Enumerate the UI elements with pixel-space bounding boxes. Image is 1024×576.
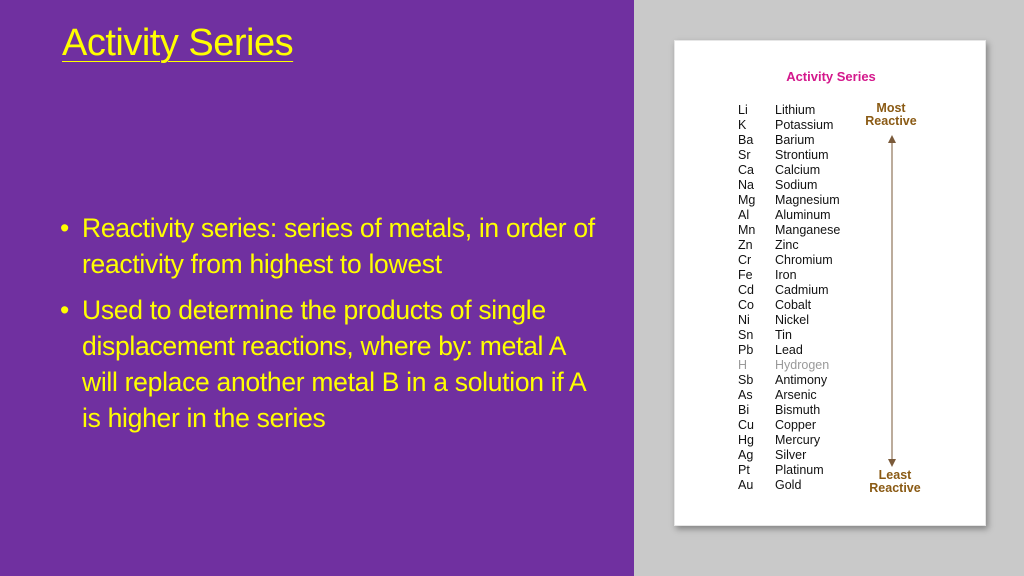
element-row bbox=[738, 118, 840, 133]
bullet-item bbox=[60, 292, 600, 436]
element-name: Sodium bbox=[775, 178, 818, 192]
element-name: Nickel bbox=[775, 313, 810, 327]
element-symbol: Sr bbox=[738, 148, 751, 162]
element-symbol: Li bbox=[738, 103, 748, 117]
element-row bbox=[738, 148, 840, 163]
element-row bbox=[738, 298, 840, 313]
element-name: Lead bbox=[775, 343, 803, 357]
element-row bbox=[738, 328, 840, 343]
element-name: Cobalt bbox=[775, 298, 812, 312]
element-row bbox=[738, 448, 840, 463]
element-symbol: Cu bbox=[738, 418, 754, 432]
element-name: Potassium bbox=[775, 118, 834, 132]
element-symbol: Au bbox=[738, 478, 754, 492]
element-symbol: Ag bbox=[738, 448, 754, 462]
bullet-dot: • bbox=[60, 295, 69, 325]
element-symbol: K bbox=[738, 118, 747, 132]
element-symbol: Zn bbox=[738, 238, 753, 252]
element-name: Lithium bbox=[775, 103, 816, 117]
bullet-text: Reactivity series: series of metals, in order of reactivity from highest to lowest bbox=[82, 213, 595, 279]
element-name: Manganese bbox=[775, 223, 841, 237]
element-row bbox=[738, 373, 840, 388]
element-name: Barium bbox=[775, 133, 815, 147]
element-row bbox=[738, 133, 840, 148]
element-symbol: Mg bbox=[738, 193, 756, 207]
element-row bbox=[738, 388, 840, 403]
element-name: Hydrogen bbox=[775, 358, 830, 372]
element-symbol: Mn bbox=[738, 223, 756, 237]
element-symbol: Cr bbox=[738, 253, 752, 267]
element-symbol: Bi bbox=[738, 403, 750, 417]
element-symbol: Pb bbox=[738, 343, 754, 357]
slide-title: Activity Series bbox=[62, 22, 294, 64]
element-row bbox=[738, 358, 840, 373]
element-symbol: As bbox=[738, 388, 753, 402]
element-name: Cadmium bbox=[775, 283, 829, 297]
element-symbol: Hg bbox=[738, 433, 754, 447]
bullet-text: Used to determine the products of single displacement reactions, where by: metal A will replace another metal B in a solution if A is higher in the series bbox=[82, 295, 585, 433]
element-name: Silver bbox=[775, 448, 807, 462]
element-name: Magnesium bbox=[775, 193, 840, 207]
element-name: Bismuth bbox=[775, 403, 821, 417]
bullet-dot: • bbox=[60, 213, 69, 243]
element-symbol: Al bbox=[738, 208, 750, 222]
element-name: Mercury bbox=[775, 433, 821, 447]
reactivity-arrow-icon bbox=[885, 135, 899, 467]
element-name: Aluminum bbox=[775, 208, 831, 222]
element-row bbox=[738, 178, 840, 193]
element-symbol: Fe bbox=[738, 268, 753, 282]
element-symbol: Ba bbox=[738, 133, 754, 147]
element-name: Gold bbox=[775, 478, 802, 492]
element-name: Arsenic bbox=[775, 388, 817, 402]
element-row bbox=[738, 463, 840, 478]
least-reactive-label bbox=[855, 469, 935, 495]
bullet-item bbox=[60, 210, 600, 282]
bullet-list bbox=[60, 210, 600, 446]
element-symbol: Cd bbox=[738, 283, 754, 297]
element-list bbox=[738, 103, 840, 493]
element-symbol: H bbox=[738, 358, 748, 372]
element-symbol: Na bbox=[738, 178, 754, 192]
element-name: Iron bbox=[775, 268, 797, 282]
most-reactive-label bbox=[851, 102, 931, 128]
element-row bbox=[738, 253, 840, 268]
element-name: Zinc bbox=[775, 238, 799, 252]
element-row bbox=[738, 283, 840, 298]
least-label-line: Reactive bbox=[869, 481, 921, 495]
element-row bbox=[738, 163, 840, 178]
element-name: Strontium bbox=[775, 148, 829, 162]
element-name: Calcium bbox=[775, 163, 821, 177]
element-symbol: Sb bbox=[738, 373, 754, 387]
element-row bbox=[738, 418, 840, 433]
element-name: Chromium bbox=[775, 253, 833, 267]
element-row bbox=[738, 223, 840, 238]
element-row bbox=[738, 208, 840, 223]
element-row bbox=[738, 343, 840, 358]
most-label-line: Reactive bbox=[865, 114, 917, 128]
activity-series-image bbox=[674, 40, 986, 526]
element-row bbox=[738, 103, 840, 118]
element-name: Tin bbox=[775, 328, 792, 342]
element-row bbox=[738, 433, 840, 448]
element-row bbox=[738, 403, 840, 418]
element-name: Platinum bbox=[775, 463, 824, 477]
element-symbol: Pt bbox=[738, 463, 750, 477]
element-symbol: Sn bbox=[738, 328, 754, 342]
element-row bbox=[738, 478, 840, 493]
element-symbol: Co bbox=[738, 298, 754, 312]
element-row bbox=[738, 193, 840, 208]
element-symbol: Ca bbox=[738, 163, 754, 177]
image-title: Activity Series bbox=[786, 69, 876, 84]
element-symbol: Ni bbox=[738, 313, 750, 327]
element-name: Antimony bbox=[775, 373, 828, 387]
least-label-line: Least bbox=[878, 468, 912, 482]
most-label-line: Most bbox=[876, 101, 906, 115]
element-name: Copper bbox=[775, 418, 816, 432]
element-row bbox=[738, 238, 840, 253]
element-row bbox=[738, 313, 840, 328]
element-row bbox=[738, 268, 840, 283]
